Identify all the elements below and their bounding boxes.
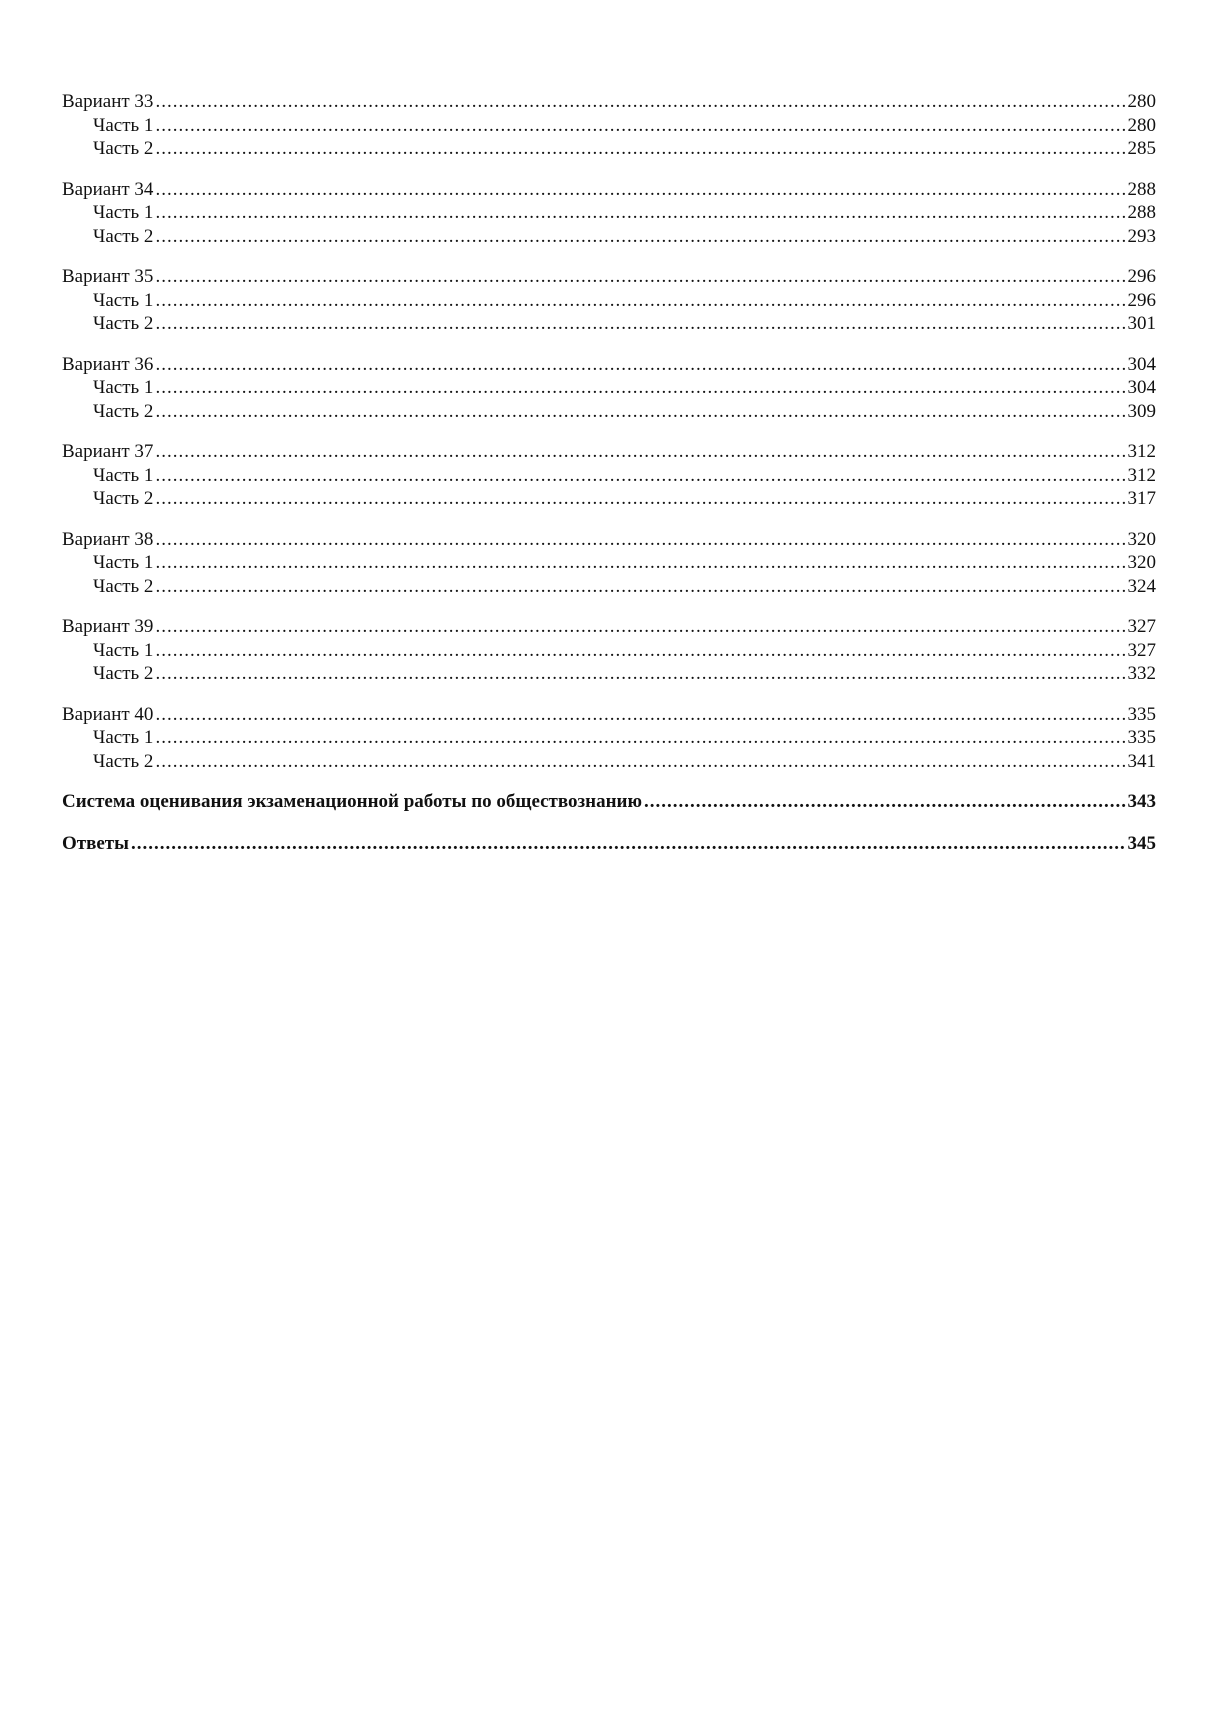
toc-entry-part[interactable] (62, 464, 1156, 488)
entry-title: Вариант 38 (62, 528, 154, 550)
dot-leader (155, 487, 1125, 511)
page-number: 296 (1127, 289, 1156, 311)
entry-title: Вариант 37 (62, 441, 154, 462)
toc-entry-part[interactable] (62, 639, 1156, 663)
toc-group-variant-39 (62, 615, 1156, 686)
dot-leader (155, 400, 1125, 424)
toc-entry-variant[interactable] (62, 615, 1156, 639)
dot-leader (155, 575, 1125, 599)
page-number: 317 (1127, 488, 1156, 509)
entry-title: Часть 2 (93, 225, 154, 247)
dot-leader (155, 225, 1125, 249)
page-number: 327 (1127, 616, 1156, 637)
dot-leader (155, 528, 1125, 552)
page-number: 327 (1127, 639, 1156, 661)
entry-title: Часть 1 (93, 464, 154, 486)
page-number: 288 (1127, 202, 1156, 223)
page-number: 301 (1127, 313, 1156, 334)
entry-title: Вариант 35 (62, 266, 154, 287)
entry-title: Часть 1 (93, 377, 154, 398)
dot-leader (155, 750, 1125, 774)
entry-title: Вариант 40 (62, 703, 154, 725)
toc-group-variant-36 (62, 353, 1156, 424)
toc-entry-part[interactable] (62, 750, 1156, 774)
dot-leader (155, 551, 1125, 575)
page-number: 335 (1127, 703, 1156, 725)
toc-entry-variant[interactable] (62, 265, 1156, 289)
toc-entry-variant[interactable] (62, 703, 1156, 727)
toc-entry-variant[interactable] (62, 440, 1156, 464)
dot-leader (155, 726, 1125, 750)
dot-leader (155, 265, 1125, 289)
entry-title: Часть 1 (93, 639, 154, 661)
dot-leader (155, 201, 1125, 225)
page-number: 280 (1127, 114, 1156, 136)
dot-leader (644, 790, 1125, 814)
entry-title: Часть 2 (93, 400, 154, 422)
toc-entry-part[interactable] (62, 400, 1156, 424)
page-number: 345 (1127, 832, 1156, 854)
entry-title: Ответы (62, 832, 129, 854)
toc-entry-variant[interactable] (62, 90, 1156, 114)
page-number: 312 (1127, 441, 1156, 462)
entry-title: Часть 1 (93, 114, 154, 136)
toc-entry-variant[interactable] (62, 353, 1156, 377)
dot-leader (155, 615, 1125, 639)
dot-leader (155, 376, 1125, 400)
dot-leader (131, 832, 1126, 856)
entry-title: Часть 1 (93, 202, 154, 223)
entry-title: Часть 1 (93, 552, 154, 573)
entry-title: Часть 2 (93, 575, 154, 597)
toc-entry-grading-system[interactable] (62, 790, 1156, 814)
toc-entry-part[interactable] (62, 312, 1156, 336)
entry-title: Часть 2 (93, 488, 154, 509)
dot-leader (155, 703, 1125, 727)
toc-entry-part[interactable] (62, 201, 1156, 225)
page-number: 304 (1127, 377, 1156, 398)
dot-leader (155, 137, 1125, 161)
toc-entry-part[interactable] (62, 551, 1156, 575)
page-number: 320 (1127, 528, 1156, 550)
entry-title: Часть 1 (93, 727, 154, 748)
toc-entry-variant[interactable] (62, 528, 1156, 552)
toc-entry-part[interactable] (62, 225, 1156, 249)
page-number: 320 (1127, 552, 1156, 573)
toc-group-variant-33 (62, 90, 1156, 161)
entry-title: Система оценивания экзаменационной работы по обществознанию (62, 791, 643, 812)
dot-leader (155, 464, 1125, 488)
toc-entry-part[interactable] (62, 575, 1156, 599)
page-number: 288 (1127, 178, 1156, 200)
toc-entry-part[interactable] (62, 114, 1156, 138)
entry-title: Часть 2 (93, 750, 154, 772)
dot-leader (155, 639, 1125, 663)
dot-leader (155, 90, 1125, 114)
dot-leader (155, 312, 1125, 336)
toc-entry-part[interactable] (62, 487, 1156, 511)
toc-group-variant-38 (62, 528, 1156, 599)
page-number: 343 (1127, 791, 1156, 812)
page-number: 341 (1127, 750, 1156, 772)
toc-group-variant-35 (62, 265, 1156, 336)
toc-group-variant-40 (62, 703, 1156, 774)
page-number: 285 (1127, 138, 1156, 159)
table-of-contents (62, 90, 1156, 873)
toc-entry-part[interactable] (62, 289, 1156, 313)
dot-leader (155, 289, 1125, 313)
toc-entry-part[interactable] (62, 376, 1156, 400)
toc-entry-variant[interactable] (62, 178, 1156, 202)
toc-group-variant-37 (62, 440, 1156, 511)
page-number: 332 (1127, 663, 1156, 684)
dot-leader (155, 353, 1125, 377)
entry-title: Вариант 36 (62, 353, 154, 375)
page-number: 335 (1127, 727, 1156, 748)
toc-group-variant-34 (62, 178, 1156, 249)
entry-title: Часть 2 (93, 313, 154, 334)
entry-title: Часть 2 (93, 138, 154, 159)
page-number: 293 (1127, 225, 1156, 247)
toc-entry-part[interactable] (62, 137, 1156, 161)
page-number: 296 (1127, 266, 1156, 287)
toc-entry-answers[interactable] (62, 832, 1156, 856)
dot-leader (155, 114, 1125, 138)
entry-title: Часть 2 (93, 663, 154, 684)
page-number: 304 (1127, 353, 1156, 375)
dot-leader (155, 662, 1125, 686)
toc-entry-part[interactable] (62, 662, 1156, 686)
dot-leader (155, 178, 1125, 202)
page-number: 324 (1127, 575, 1156, 597)
page-number: 280 (1127, 91, 1156, 112)
entry-title: Вариант 33 (62, 91, 154, 112)
page-number: 309 (1127, 400, 1156, 422)
entry-title: Вариант 39 (62, 616, 154, 637)
dot-leader (155, 440, 1125, 464)
toc-entry-part[interactable] (62, 726, 1156, 750)
page-number: 312 (1127, 464, 1156, 486)
entry-title: Вариант 34 (62, 178, 154, 200)
entry-title: Часть 1 (93, 289, 154, 311)
